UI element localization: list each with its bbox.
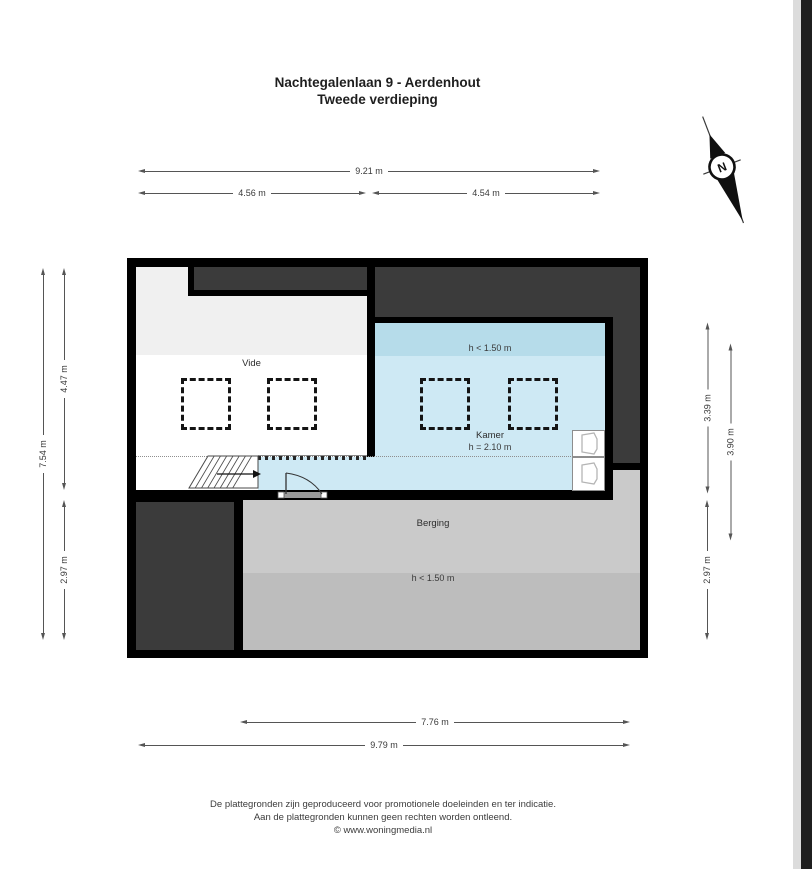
dimension-left-lower-value: 2.97 m (59, 556, 69, 584)
compass-north-label: N (715, 159, 729, 176)
page-title (0, 74, 755, 108)
roof-window-icon (573, 458, 604, 490)
page-title-line2: Tweede verdieping (317, 92, 438, 107)
dimension-bottom-total-value: 9.79 m (370, 740, 398, 750)
room-label-berging: Berging (416, 518, 450, 529)
viewer-edge-dark-strip (801, 0, 812, 869)
door-icon (258, 457, 375, 501)
skylight-kamer-right (508, 378, 558, 430)
footer-line1: De plattegronden zijn geproduceerd voor promotionele doeleinden en ter indicatie. (210, 799, 556, 810)
dimension-top-right (372, 187, 600, 199)
skylight-vide-right (267, 378, 317, 430)
dimension-top-left-value: 4.56 m (238, 188, 266, 198)
room-berging-right-notch (613, 470, 640, 500)
dimension-left-upper-value: 4.47 m (59, 365, 69, 393)
height-label-kamer: h = 2.10 m (468, 442, 512, 452)
footer-line2: Aan de plattegronden kunnen geen rechten worden ontleend. (253, 812, 513, 823)
dimension-left-lower (58, 500, 70, 640)
dimension-bottom-inner (240, 716, 630, 728)
dimension-bottom-inner-value: 7.76 m (421, 717, 449, 727)
headroom-label-berging: h < 1.50 m (411, 573, 455, 583)
dimension-right-lower-value: 2.97 m (702, 556, 712, 584)
dimension-right-upper (702, 323, 714, 494)
footer-disclaimer (0, 798, 766, 837)
room-berging-low-band (243, 573, 640, 650)
dimension-right-upper-value: 3.39 m (702, 394, 713, 422)
dimension-top-right-value: 4.54 m (472, 188, 500, 198)
attic-dark-area-bottom-left (136, 502, 234, 650)
page-title-line1: Nachtegalenlaan 9 - Aerdenhout (274, 75, 481, 90)
roof-window-box-lower (572, 457, 605, 491)
footer-line3: © www.woningmedia.nl (333, 825, 433, 836)
dimension-top-total (138, 165, 600, 177)
room-label-vide: Vide (242, 358, 261, 369)
stairs-icon (183, 454, 265, 491)
headroom-label-kamer: h < 1.50 m (468, 343, 512, 353)
dimension-left-total (37, 268, 49, 640)
room-label-kamer: Kamer (476, 430, 504, 441)
viewer-edge-light-strip (793, 0, 801, 869)
dimension-left-total-value: 7.54 m (38, 440, 48, 468)
dimension-bottom-total (138, 739, 630, 751)
dimension-right-lower (701, 500, 713, 640)
dimension-left-upper (58, 268, 70, 490)
skylight-kamer-left (420, 378, 470, 430)
dimension-top-left (138, 187, 366, 199)
skylight-vide-left (181, 378, 231, 430)
floor-plan (127, 258, 648, 658)
dimension-right-inner (725, 344, 737, 541)
dimension-top-total-value: 9.21 m (355, 166, 383, 176)
compass-north-icon (672, 115, 772, 227)
attic-dark-notch (188, 267, 375, 296)
dimension-right-inner-value: 3.90 m (725, 428, 736, 456)
